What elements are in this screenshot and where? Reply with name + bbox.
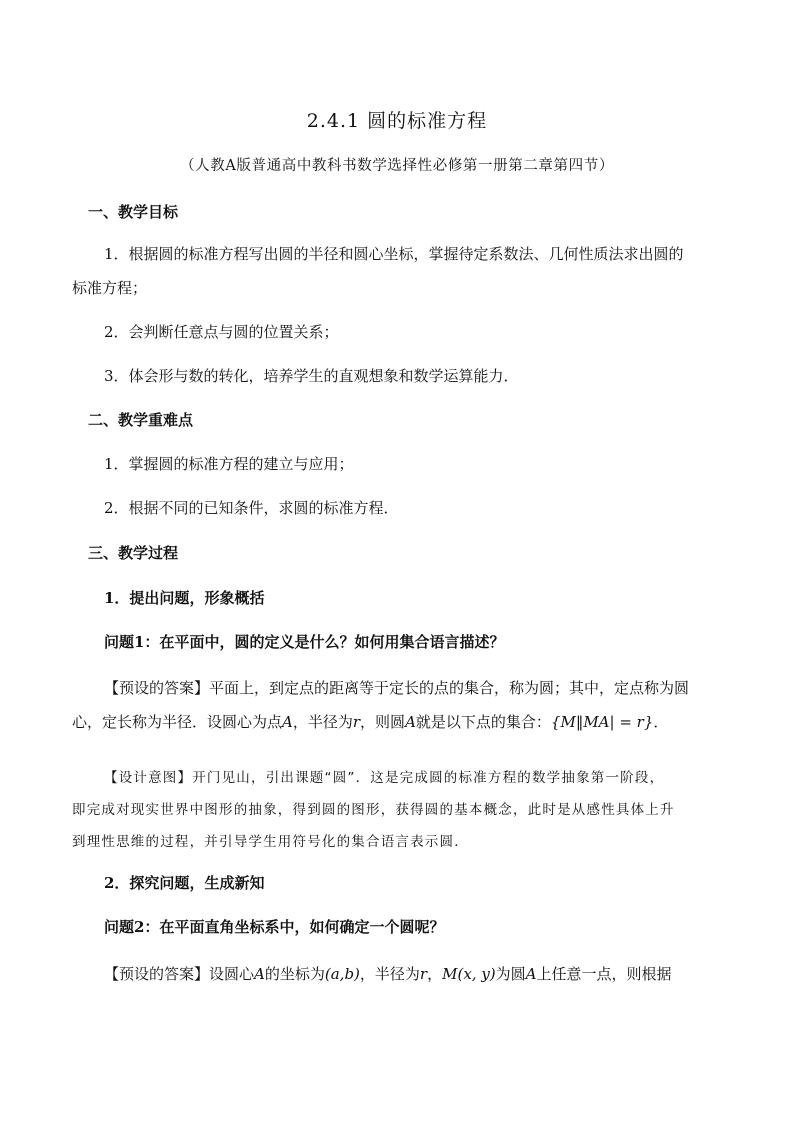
- answer-text: ，则圆: [360, 713, 406, 731]
- goal-item-1: 1．根据圆的标准方程写出圆的半径和圆心坐标，掌握待定系数法、几何性质法求出圆的: [104, 245, 684, 263]
- set-expression: {M‖MA| = r}: [550, 713, 654, 731]
- var-a: A: [254, 965, 265, 983]
- var-a: A: [405, 713, 416, 731]
- answer-text: 心，定长称为半径．设圆心为点: [72, 713, 283, 731]
- section-heading-key-points: 二、教学重难点: [88, 411, 194, 429]
- key-point-1: 1．掌握圆的标准方程的建立与应用；: [104, 455, 354, 473]
- answer-text: ，: [427, 965, 443, 983]
- answer-text: ．: [653, 713, 669, 731]
- goal-item-1-cont: 标准方程；: [72, 279, 148, 297]
- answer-text: 为圆: [495, 965, 526, 983]
- answer-2-line-1: [104, 964, 764, 984]
- var-a: A: [525, 965, 537, 983]
- design-intent-line-2: 即完成对现实世界中图形的抽象，得到圆的图形，获得圆的基本概念，此时是从感性具体上升: [72, 802, 675, 818]
- var-r: r: [419, 965, 428, 983]
- goal-item-2: 2．会判断任意点与圆的位置关系；: [104, 323, 339, 341]
- answer-text: 的坐标为: [264, 965, 325, 983]
- design-intent-line-3: 到理性思维的过程，并引导学生用符号化的集合语言表示圆．: [72, 834, 469, 850]
- section-heading-process: 三、教学过程: [88, 544, 179, 562]
- question-1: 问题1：在平面中，圆的定义是什么？如何用集合语言描述？: [104, 633, 505, 651]
- var-a: A: [282, 713, 293, 731]
- goal-item-3: 3．体会形与数的转化，培养学生的直观想象和数学运算能力．: [104, 367, 519, 385]
- answer-text: ，半径为: [359, 965, 420, 983]
- design-intent-line-1: 【设计意图】开门见山，引出课题“圆”．这是完成圆的标准方程的数学抽象第一阶段，: [104, 770, 665, 786]
- page-title: 2.4.1 圆的标准方程: [306, 110, 488, 132]
- page-subtitle: （人教A版普通高中教科书数学选择性必修第一册第二章第四节）: [180, 158, 614, 174]
- key-point-2: 2．根据不同的已知条件，求圆的标准方程．: [104, 499, 399, 517]
- process-step-1-heading: 1．提出问题，形象概括: [104, 589, 265, 607]
- section-heading-goals: 一、教学目标: [88, 203, 179, 221]
- answer-1-line-2: [72, 712, 732, 732]
- point-m: M(x, y): [442, 965, 496, 983]
- answer-1-line-1: 【预设的答案】平面上，到定点的距离等于定长的点的集合，称为圆；其中，定点称为圆: [104, 679, 690, 697]
- answer-text: ，半径为: [292, 713, 353, 731]
- answer-text: 上任意一点，则根据: [536, 965, 672, 983]
- var-r: r: [352, 713, 361, 731]
- coord-ab: (a,b): [324, 965, 360, 983]
- answer-text: 就是以下点的集合：: [415, 713, 551, 731]
- process-step-2-heading: 2．探究问题，生成新知: [104, 874, 265, 892]
- answer-text: 【预设的答案】设圆心: [104, 965, 255, 983]
- question-2: 问题2：在平面直角坐标系中，如何确定一个圆呢？: [104, 918, 445, 936]
